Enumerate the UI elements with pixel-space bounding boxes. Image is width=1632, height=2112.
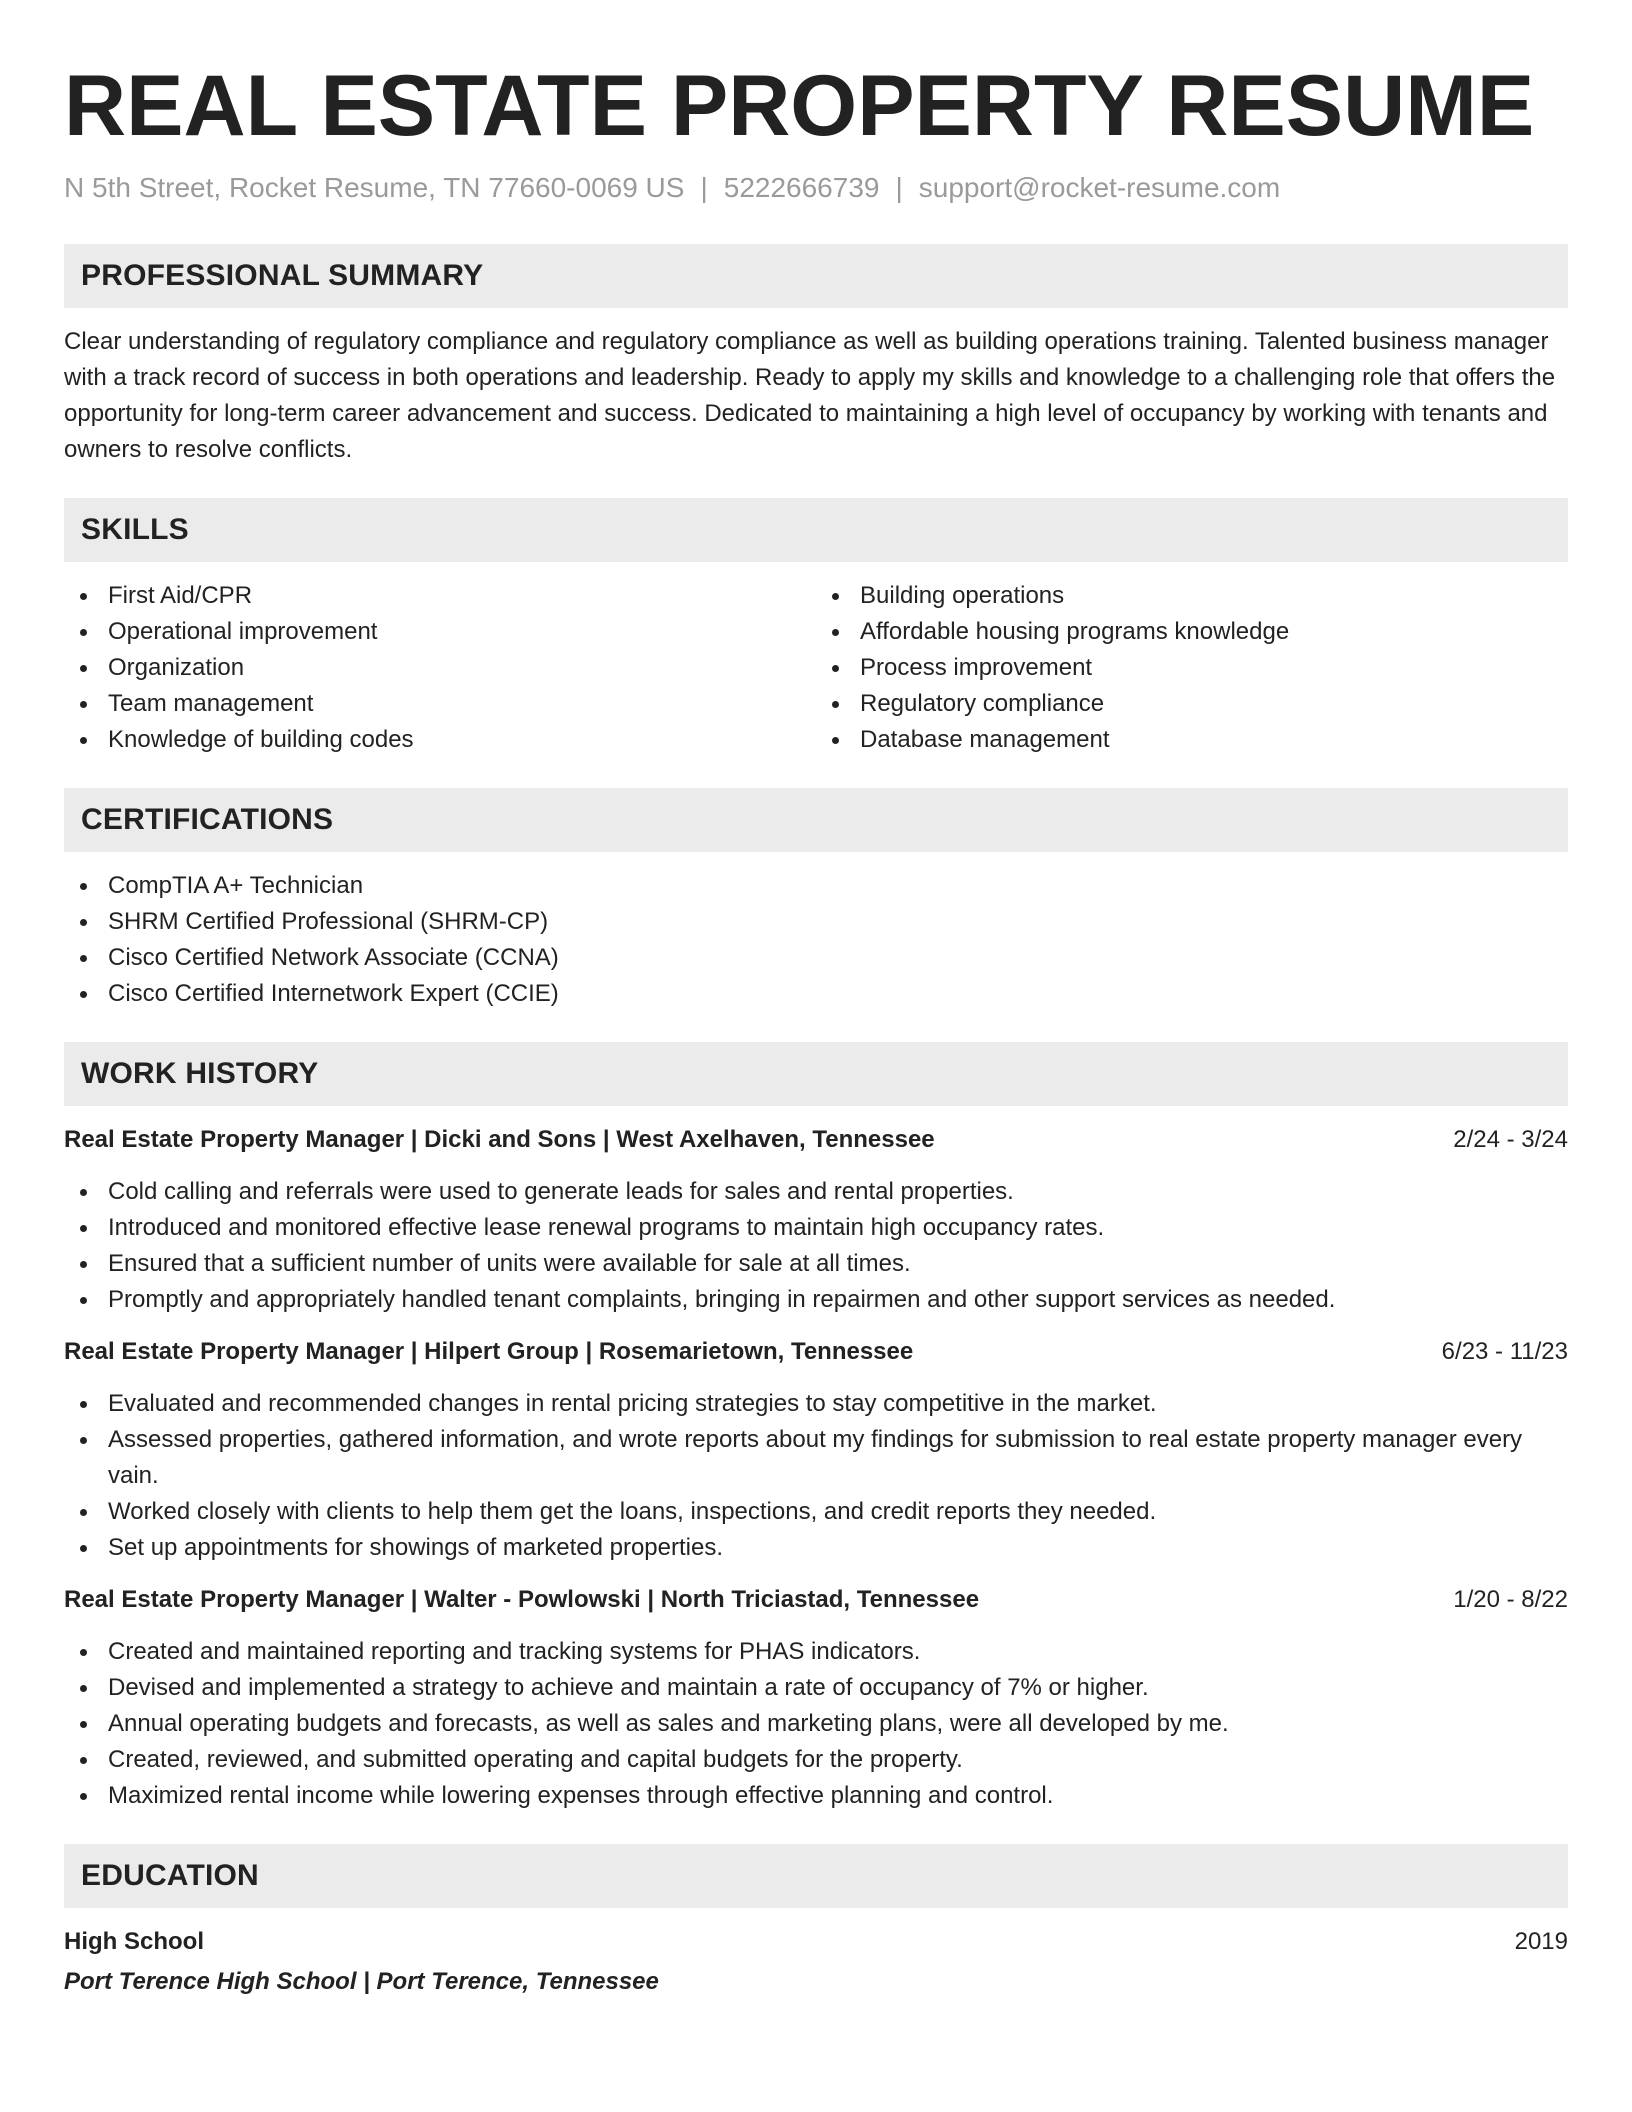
contact-address: N 5th Street, Rocket Resume, TN 77660-0069 US [64, 172, 685, 203]
contact-separator: | [895, 172, 903, 203]
skill-item: First Aid/CPR [64, 578, 816, 614]
job-bullet: Ensured that a sufficient number of units were available for sale at all times. [64, 1246, 1568, 1282]
job-bullet: Created and maintained reporting and tracking systems for PHAS indicators. [64, 1634, 1568, 1670]
education-school: Port Terence High School | Port Terence, Tennessee [64, 1968, 659, 1995]
certification-item: SHRM Certified Professional (SHRM-CP) [64, 904, 1568, 940]
certification-item: Cisco Certified Internetwork Expert (CCIE) [64, 976, 1568, 1012]
job-entry [64, 1582, 1568, 1814]
contact-phone: 5222666739 [723, 172, 880, 203]
job-bullet: Worked closely with clients to help them get the loans, inspections, and credit reports they needed. [64, 1494, 1568, 1530]
section-header-work-history: WORK HISTORY [64, 1042, 1568, 1106]
skill-item: Building operations [816, 578, 1568, 614]
job-bullets [64, 1386, 1568, 1566]
skill-item: Team management [64, 686, 816, 722]
job-heading-row [64, 1122, 1568, 1158]
job-bullet: Annual operating budgets and forecasts, as well as sales and marketing plans, were all developed by me. [64, 1706, 1568, 1742]
job-bullet: Evaluated and recommended changes in rental pricing strategies to stay competitive in the market. [64, 1386, 1568, 1422]
summary-text: Clear understanding of regulatory compliance and regulatory compliance as well as building operations training. Talented business manager with a track record of success in both operations and leadership. Ready to apply my skills and knowledge to a challenging role that offers the opportunity for long-term career advancement and success. Dedicated to maintaining a high level of occupancy by working with tenants and owners to resolve conflicts. [64, 328, 1556, 463]
certifications-list [64, 868, 1568, 1012]
job-bullet: Devised and implemented a strategy to achieve and maintain a rate of occupancy of 7% or higher. [64, 1670, 1568, 1706]
certification-item: Cisco Certified Network Associate (CCNA) [64, 940, 1568, 976]
job-title: Real Estate Property Manager | Dicki and Sons | West Axelhaven, Tennessee [64, 1126, 935, 1153]
section-header-certifications: CERTIFICATIONS [64, 788, 1568, 852]
certification-item: CompTIA A+ Technician [64, 868, 1568, 904]
job-bullet: Maximized rental income while lowering expenses through effective planning and control. [64, 1778, 1568, 1814]
contact-separator: | [700, 172, 708, 203]
skill-item: Operational improvement [64, 614, 816, 650]
skill-item: Process improvement [816, 650, 1568, 686]
job-bullets [64, 1634, 1568, 1814]
job-bullets [64, 1174, 1568, 1318]
job-bullet: Created, reviewed, and submitted operating and capital budgets for the property. [64, 1742, 1568, 1778]
skill-item: Database management [816, 722, 1568, 758]
section-header-skills: SKILLS [64, 498, 1568, 562]
job-dates: 2/24 - 3/24 [1453, 1126, 1568, 1153]
job-entry [64, 1334, 1568, 1566]
job-bullet: Set up appointments for showings of marketed properties. [64, 1530, 1568, 1566]
skill-item: Knowledge of building codes [64, 722, 816, 758]
skill-item: Regulatory compliance [816, 686, 1568, 722]
skill-item: Organization [64, 650, 816, 686]
job-bullet: Assessed properties, gathered information, and wrote reports about my findings for submission to real estate property manager every vain. [64, 1422, 1568, 1494]
job-bullet: Cold calling and referrals were used to generate leads for sales and rental properties. [64, 1174, 1568, 1210]
education-year: 2019 [1514, 1928, 1568, 1955]
skills-column-left [64, 578, 816, 758]
job-dates: 1/20 - 8/22 [1453, 1586, 1568, 1613]
job-entry [64, 1122, 1568, 1318]
section-header-education: EDUCATION [64, 1844, 1568, 1908]
contact-line [64, 170, 1568, 206]
section-header-summary: PROFESSIONAL SUMMARY [64, 244, 1568, 308]
resume-name: REAL ESTATE PROPERTY RESUME [64, 58, 1535, 154]
skills-column-right [816, 578, 1568, 758]
job-dates: 6/23 - 11/23 [1441, 1338, 1568, 1365]
job-bullet: Introduced and monitored effective lease renewal programs to maintain high occupancy rates. [64, 1210, 1568, 1246]
education-heading-row [64, 1924, 1568, 1960]
job-heading-row [64, 1582, 1568, 1618]
job-title: Real Estate Property Manager | Hilpert Group | Rosemarietown, Tennessee [64, 1338, 914, 1365]
contact-email[interactable]: support@rocket-resume.com [918, 172, 1281, 203]
job-heading-row [64, 1334, 1568, 1370]
skill-item: Affordable housing programs knowledge [816, 614, 1568, 650]
education-entry [64, 1924, 1568, 2000]
job-title: Real Estate Property Manager | Walter - Powlowski | North Triciastad, Tennessee [64, 1586, 980, 1613]
education-degree: High School [64, 1928, 204, 1955]
skills-list [64, 578, 1568, 758]
job-bullet: Promptly and appropriately handled tenant complaints, bringing in repairmen and other support services as needed. [64, 1282, 1568, 1318]
